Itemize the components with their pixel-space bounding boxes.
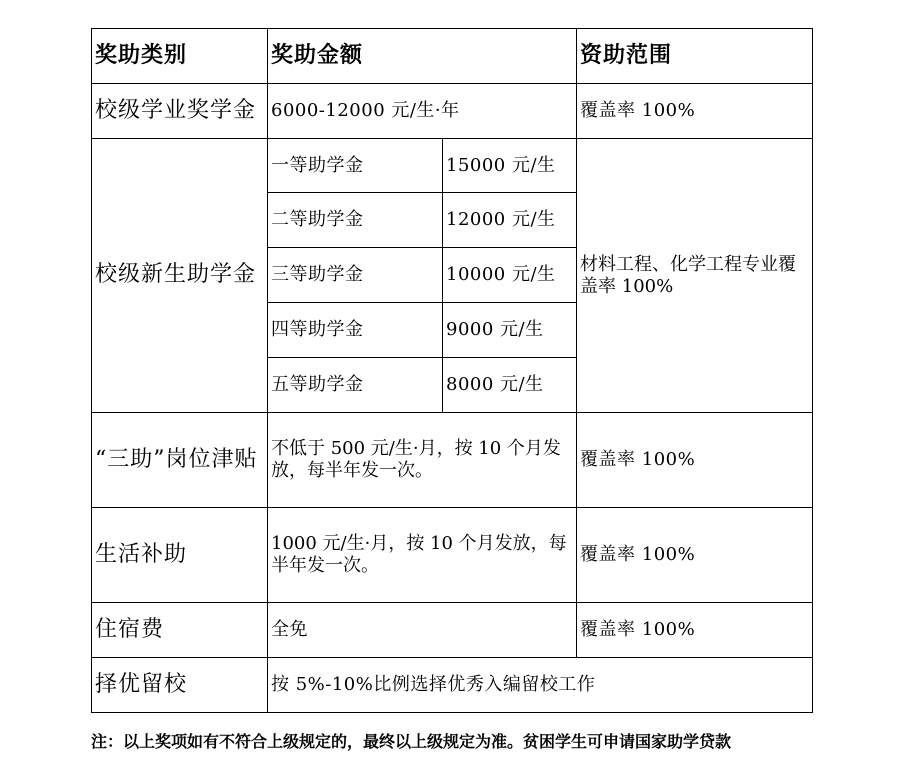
three-assist-amount: 不低于 500 元/生·月，按 10 个月发放，每半年发一次。	[268, 413, 577, 508]
academic-amount: 6000-12000 元/生·年	[268, 84, 577, 139]
living-category: 生活补助	[92, 508, 268, 603]
table-row-freshman-1	[92, 139, 813, 193]
accommodation-amount: 全免	[268, 603, 577, 658]
table-row-retention	[92, 658, 813, 713]
table-row-accommodation	[92, 603, 813, 658]
footnote: 注：以上奖项如有不符合上级规定的，最终以上级规定为准。贫困学生可申请国家助学贷款	[91, 732, 732, 751]
freshman-level-name: 四等助学金	[268, 303, 443, 358]
table-row-living	[92, 508, 813, 603]
header-category: 奖助类别	[92, 29, 268, 84]
freshman-level-name: 二等助学金	[268, 193, 443, 248]
header-amount: 奖助金额	[268, 29, 577, 84]
freshman-level-name: 一等助学金	[268, 139, 443, 193]
freshman-level-name: 三等助学金	[268, 248, 443, 303]
header-scope: 资助范围	[577, 29, 813, 84]
freshman-level-amount: 9000 元/生	[443, 303, 577, 358]
retention-category: 择优留校	[92, 658, 268, 713]
freshman-scope: 材料工程、化学工程专业覆盖率 100%	[577, 139, 813, 413]
living-scope: 覆盖率 100%	[577, 508, 813, 603]
freshman-level-amount: 12000 元/生	[443, 193, 577, 248]
freshman-level-amount: 15000 元/生	[443, 139, 577, 193]
three-assist-scope: 覆盖率 100%	[577, 413, 813, 508]
freshman-level-name: 五等助学金	[268, 358, 443, 413]
freshman-level-amount: 10000 元/生	[443, 248, 577, 303]
academic-scope: 覆盖率 100%	[577, 84, 813, 139]
retention-amount: 按 5%-10%比例选择优秀入编留校工作	[268, 658, 813, 713]
header-row	[92, 29, 813, 84]
living-amount: 1000 元/生·月，按 10 个月发放，每半年发一次。	[268, 508, 577, 603]
three-assist-category: “三助”岗位津贴	[92, 413, 268, 508]
accommodation-scope: 覆盖率 100%	[577, 603, 813, 658]
freshman-category: 校级新生助学金	[92, 139, 268, 413]
award-table	[91, 28, 813, 713]
academic-category: 校级学业奖学金	[92, 84, 268, 139]
table-row-academic	[92, 84, 813, 139]
table-row-three-assist	[92, 413, 813, 508]
accommodation-category: 住宿费	[92, 603, 268, 658]
freshman-level-amount: 8000 元/生	[443, 358, 577, 413]
